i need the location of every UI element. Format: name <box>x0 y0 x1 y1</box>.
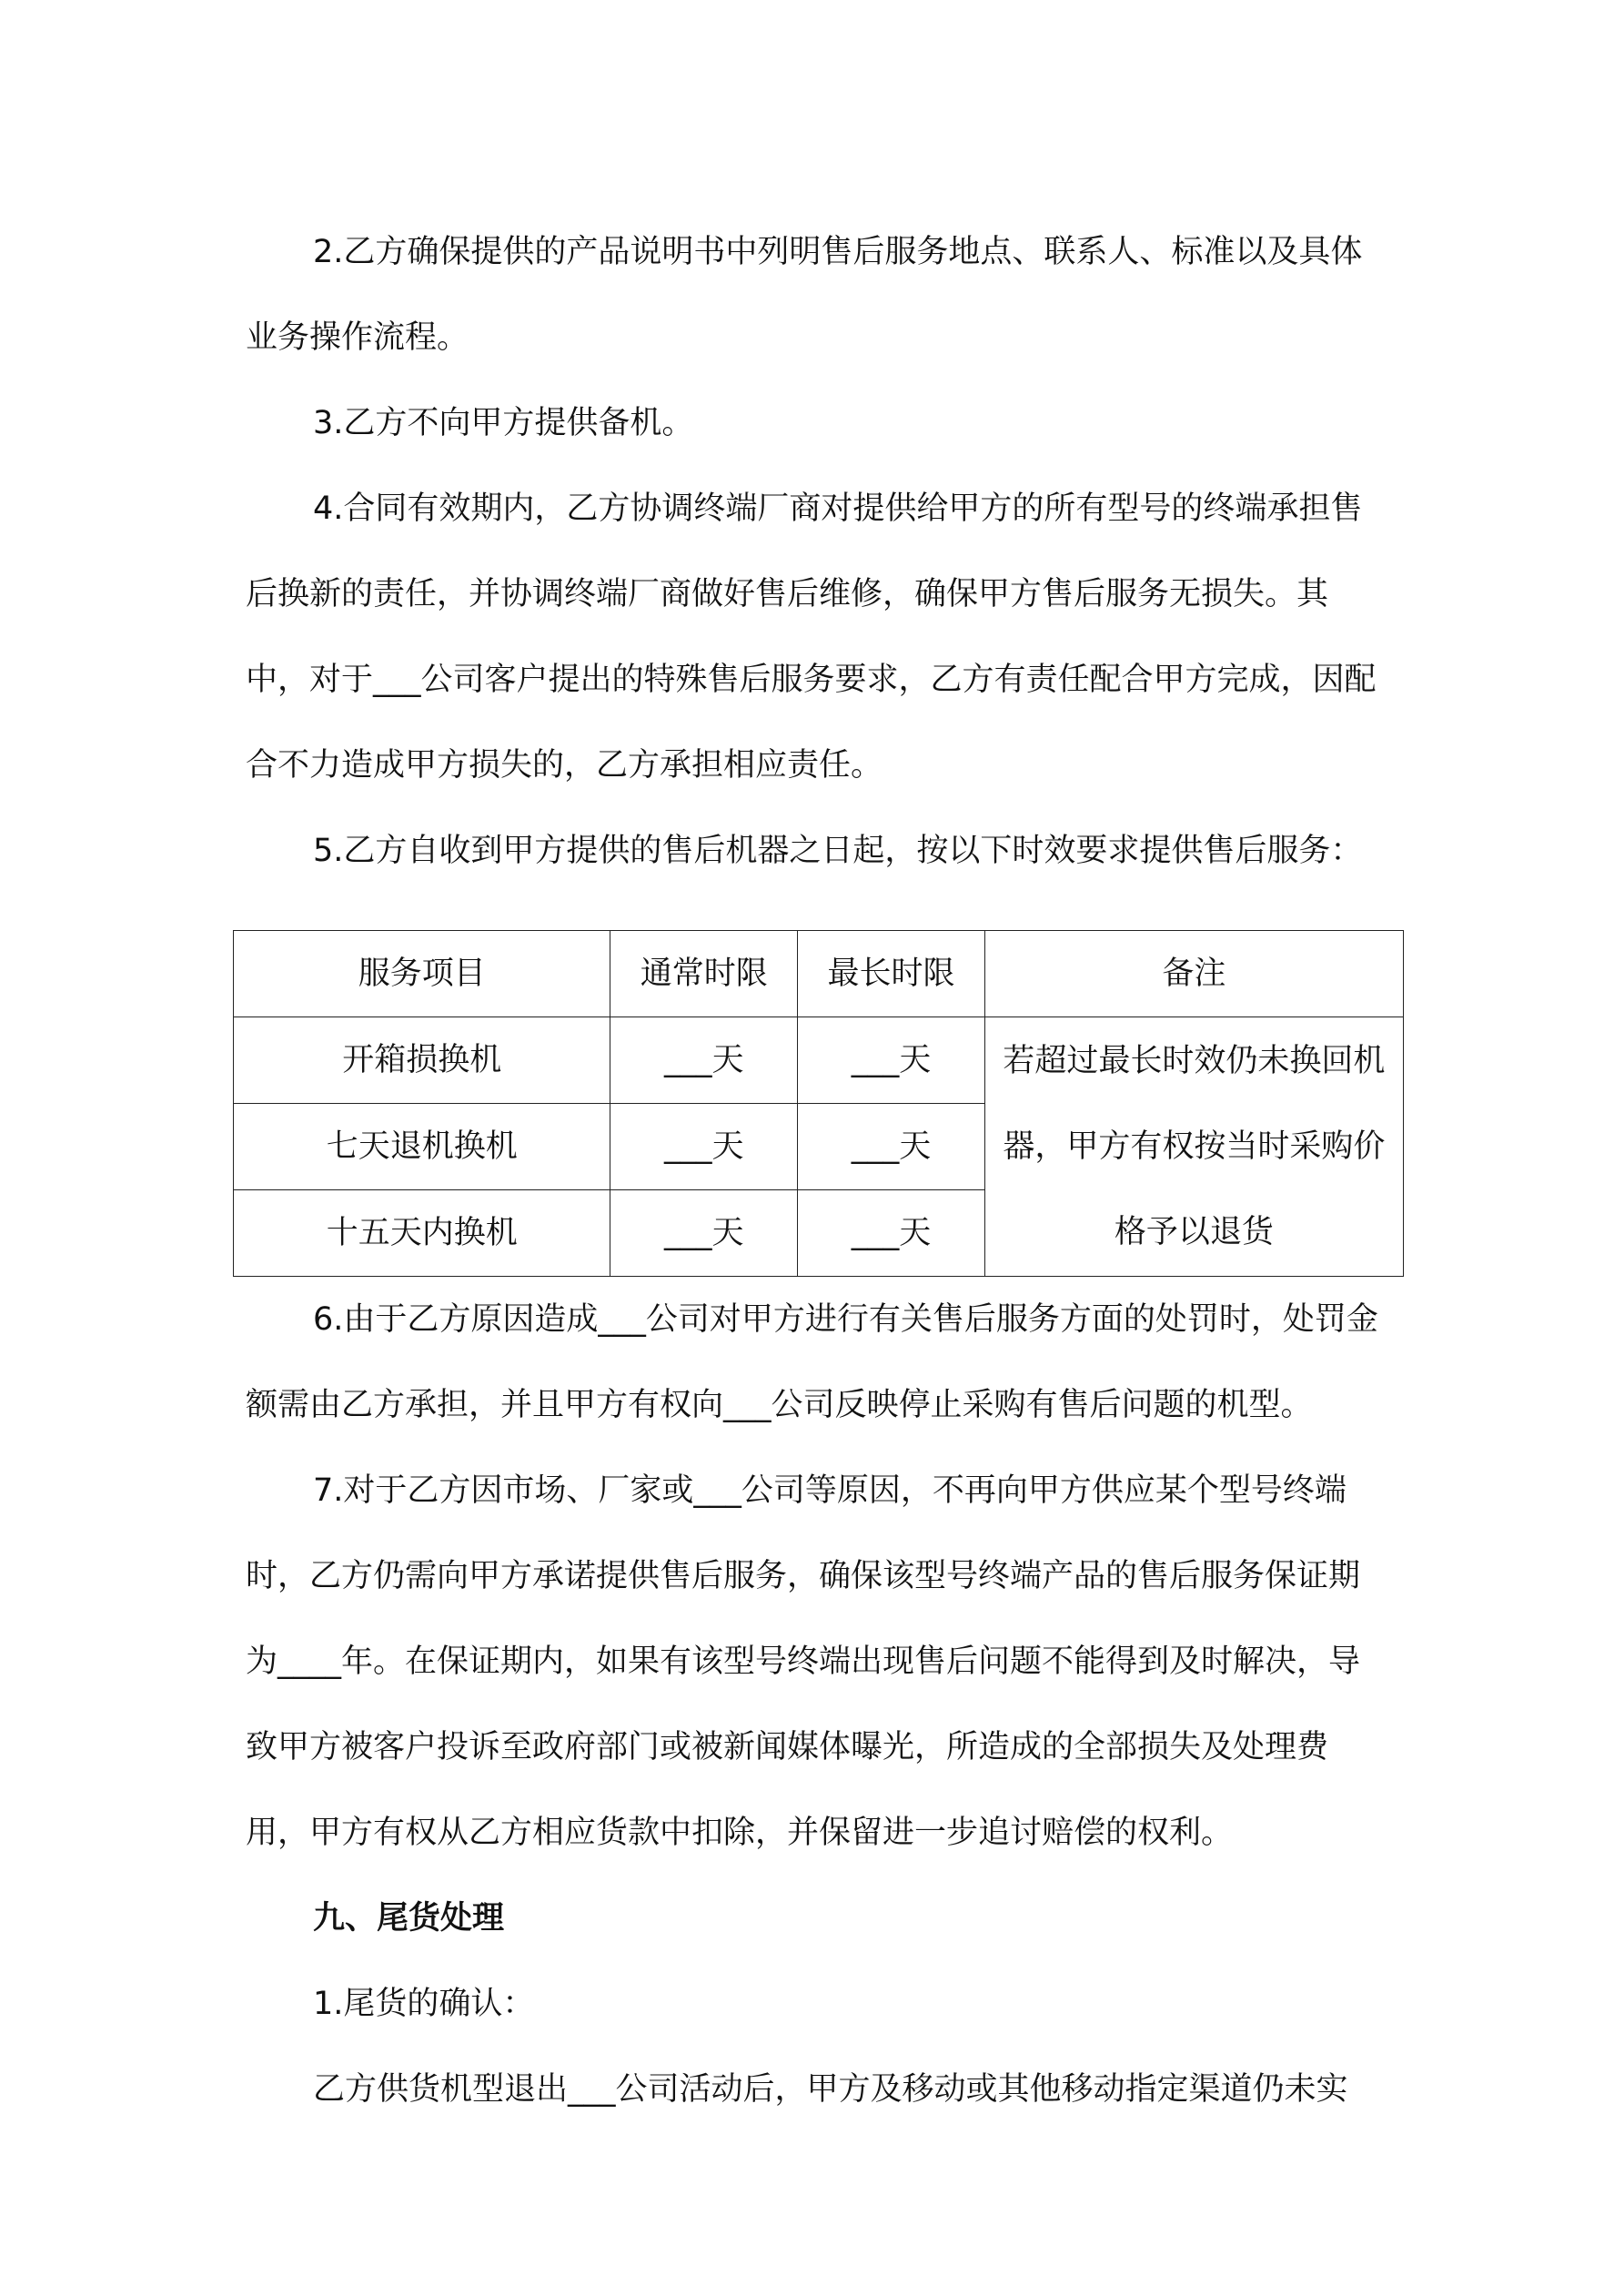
row-item: 十五天内换机 <box>234 1190 610 1277</box>
header-note: 备注 <box>984 931 1403 1017</box>
paragraph-2: 2.乙方确保提供的产品说明书中列明售后服务地点、联系人、标准以及具体业务操作流程。 <box>246 234 1363 356</box>
paragraph-6: 6.由于乙方原因造成___公司对甲方进行有关售后服务方面的处罚时，处罚金额需由乙方承担，并且甲方有权向___公司反映停止采购有售后问题的机型。 <box>246 1301 1378 1423</box>
row-item: 七天退机换机 <box>234 1104 610 1190</box>
paragraph-3: 3.乙方不向甲方提供备机。 <box>313 405 694 441</box>
table-header-row <box>234 931 1404 1017</box>
row-normal: ___天 <box>610 1017 798 1104</box>
paragraph-7: 7.对于乙方因市场、厂家或___公司等原因，不再向甲方供应某个型号终端时，乙方仍需向甲方承诺提供售后服务，确保该型号终端产品的售后服务保证期为____年。在保证期内，如果有该型号终端出现售后问题不能得到及时解决，导致甲方被客户投诉至政府部门或被新闻媒体曝光，所造成的全部损失及处理费用，甲方有权从乙方相应货款中扣除，并保留进一步追讨赔偿的权利。 <box>246 1472 1361 1851</box>
table-row <box>234 1017 1404 1104</box>
document-page <box>246 209 1386 2132</box>
row-max: ___天 <box>798 1017 985 1104</box>
service-time-table <box>233 930 1404 1277</box>
section-9-heading: 九、尾货处理 <box>313 1900 505 1937</box>
section-9-text: 乙方供货机型退出___公司活动后，甲方及移动或其他移动指定渠道仍未实 <box>313 2071 1348 2108</box>
section-9-sub1: 1.尾货的确认： <box>313 1986 535 2022</box>
row-normal: ___天 <box>610 1190 798 1277</box>
header-normal-limit: 通常时限 <box>610 931 798 1017</box>
row-max: ___天 <box>798 1104 985 1190</box>
header-max-limit: 最长时限 <box>798 931 985 1017</box>
row-normal: ___天 <box>610 1104 798 1190</box>
row-note: 若超过最长时效仍未换回机器，甲方有权按当时采购价格予以退货 <box>984 1017 1403 1277</box>
header-service-item: 服务项目 <box>234 931 610 1017</box>
row-item: 开箱损换机 <box>234 1017 610 1104</box>
row-max: ___天 <box>798 1190 985 1277</box>
paragraph-5: 5.乙方自收到甲方提供的售后机器之日起，按以下时效要求提供售后服务： <box>313 833 1363 869</box>
paragraph-4: 4.合同有效期内，乙方协调终端厂商对提供给甲方的所有型号的终端承担售后换新的责任，并协调终端厂商做好售后维修，确保甲方售后服务无损失。其中，对于___公司客户提出的特殊售后服务要求，乙方有责任配合甲方完成，因配合不力造成甲方损失的，乙方承担相应责任。 <box>246 491 1377 784</box>
